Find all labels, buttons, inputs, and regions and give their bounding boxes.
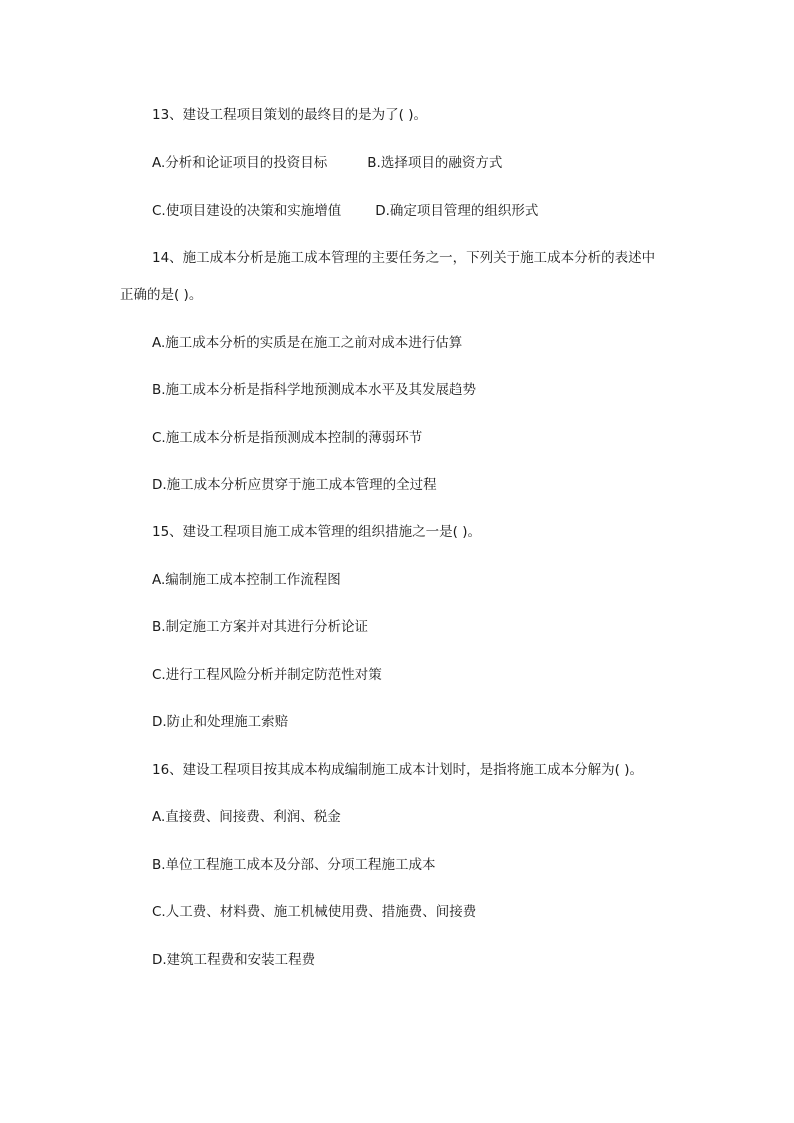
question-16-stem: 16、建设工程项目按其成本构成编制施工成本计划时，是指将施工成本分解为( )。 xyxy=(152,762,644,778)
question-13-options-row-2 xyxy=(152,202,538,220)
question-15-option-b: B.制定施工方案并对其进行分析论证 xyxy=(152,619,369,635)
question-13-option-a: A.分析和论证项目的投资目标 xyxy=(152,155,328,171)
question-13-stem: 13、建设工程项目策划的最终目的是为了( )。 xyxy=(152,107,428,123)
question-16-option-d: D.建筑工程费和安装工程费 xyxy=(152,952,316,968)
question-14-option-c: C.施工成本分析是指预测成本控制的薄弱环节 xyxy=(152,430,423,446)
question-13-option-c: C.使项目建设的决策和实施增值 xyxy=(152,203,342,219)
question-16-option-a: A.直接费、间接费、利润、税金 xyxy=(152,809,341,825)
question-15-option-c: C.进行工程风险分析并制定防范性对策 xyxy=(152,667,382,683)
question-15-option-d: D.防止和处理施工索赔 xyxy=(152,714,289,730)
question-16-option-b: B.单位工程施工成本及分部、分项工程施工成本 xyxy=(152,857,436,873)
question-15-option-a: A.编制施工成本控制工作流程图 xyxy=(152,572,341,588)
question-15-stem: 15、建设工程项目施工成本管理的组织措施之一是( )。 xyxy=(152,524,482,540)
question-13-option-d: D.确定项目管理的组织形式 xyxy=(375,203,539,219)
question-14-stem-line-1: 14、施工成本分析是施工成本管理的主要任务之一，下列关于施工成本分析的表述中 xyxy=(152,250,656,266)
question-13-options-row-1 xyxy=(152,154,502,172)
question-14-option-a: A.施工成本分析的实质是在施工之前对成本进行估算 xyxy=(152,335,463,351)
question-14-option-b: B.施工成本分析是指科学地预测成本水平及其发展趋势 xyxy=(152,382,477,398)
question-13-option-b: B.选择项目的融资方式 xyxy=(367,155,503,171)
question-14-option-d: D.施工成本分析应贯穿于施工成本管理的全过程 xyxy=(152,477,437,493)
question-14-stem-line-2: 正确的是( )。 xyxy=(120,287,203,303)
question-16-option-c: C.人工费、材料费、施工机械使用费、措施费、间接费 xyxy=(152,904,477,920)
